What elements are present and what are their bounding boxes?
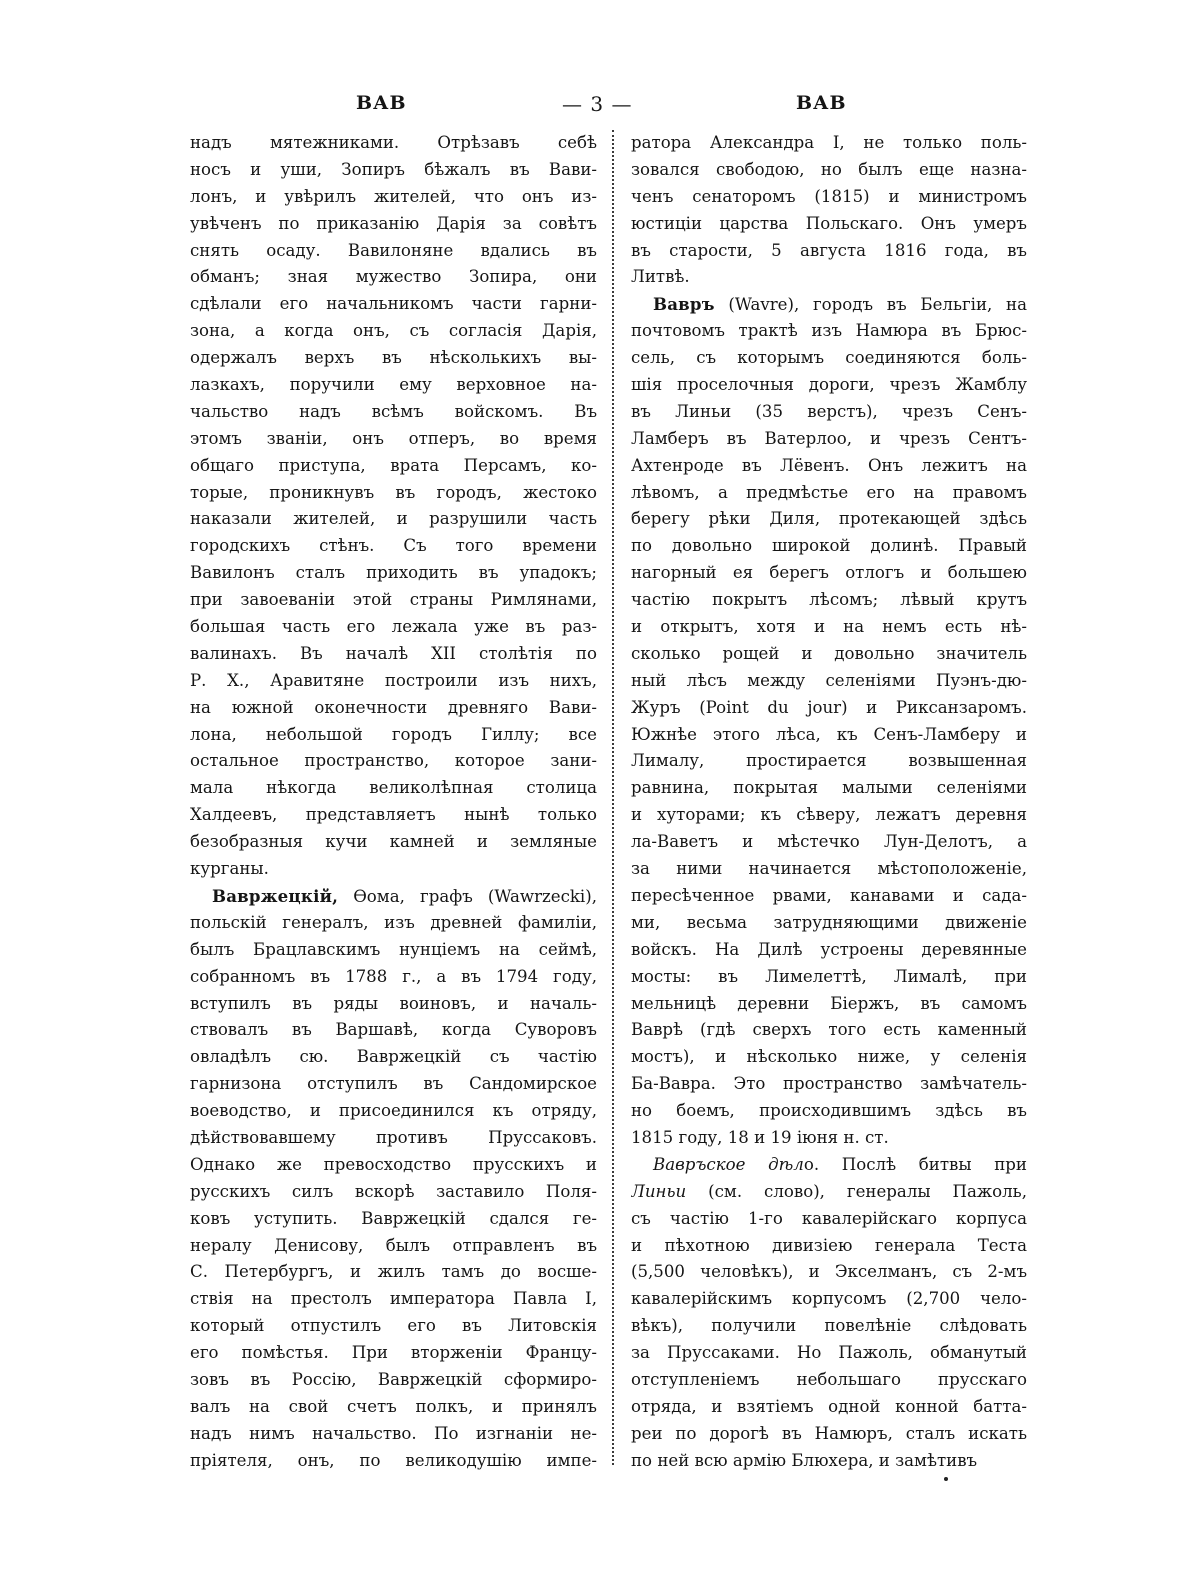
text-line: сколько рощей и довольно значитель: [631, 643, 1027, 663]
text-line: мосты: въ Лимелеттѣ, Лималѣ, при: [631, 966, 1027, 986]
text-line: курганы.: [190, 859, 269, 879]
text-line: войскъ. На Дилѣ устроены деревянные: [631, 939, 1027, 959]
text-line: сдѣлали его начальникомъ части гарни-: [190, 294, 597, 314]
header-left-word: ВАВ: [356, 92, 407, 114]
text-line: ченъ сенаторомъ (1815) и министромъ: [631, 186, 1027, 206]
text-line: чальство надъ всѣмъ войскомъ. Въ: [190, 401, 597, 421]
page-dot-mark: [944, 1477, 948, 1481]
text-line: польскій генералъ, изъ древней фамиліи,: [190, 912, 597, 932]
text-line: и пѣхотною дивизіею генерала Теста: [631, 1235, 1027, 1255]
text-line: ла-Ваветъ и мѣстечко Лун-Делотъ, а: [631, 832, 1027, 852]
text-line: мостъ), и нѣсколько ниже, у селенія: [631, 1047, 1027, 1067]
text-line: овладѣлъ сю. Вавржецкій съ частію: [190, 1047, 597, 1067]
text-line: (5,500 человѣкъ), и Экселманъ, съ 2-мъ: [631, 1262, 1027, 1282]
text-line: отступленіемъ небольшаго прусскаго: [631, 1369, 1027, 1389]
text-line: почтовомъ трактѣ изъ Намюра въ Брюс-: [631, 321, 1027, 341]
text-line: этомъ званіи, онъ отперъ, во время: [190, 428, 597, 448]
text-line: Лималу, простирается возвышенная: [631, 751, 1027, 771]
text-line: снять осаду. Вавилоняне вдались въ: [190, 240, 597, 260]
running-header: [190, 92, 1020, 116]
text-line: наказали жителей, и разрушили часть: [190, 509, 597, 529]
text-line: ный лѣсъ между селеніями Пуэнъ-дю-: [631, 670, 1027, 690]
text-line: съ частію 1-го кавалерійскаго корпуса: [631, 1208, 1027, 1228]
text-line: надъ мятежниками. Отрѣзавъ себѣ: [190, 133, 597, 152]
left-text-column: [190, 130, 597, 1475]
text-line: на южной оконечности древняго Вави-: [190, 697, 597, 717]
text-line: отряда, и взятіемъ одной конной батта-: [631, 1396, 1027, 1416]
text-line: реи по дорогѣ въ Намюръ, сталъ искать: [631, 1423, 1027, 1443]
text-line: ратора Александра I, не только поль-: [631, 133, 1027, 152]
text-line: Халдеевъ, представляетъ нынѣ только: [190, 805, 597, 825]
text-line: вѣкъ), получили повелѣніе слѣдовать: [631, 1316, 1027, 1336]
text-line: Журъ (Point du jour) и Риксанзаромъ.: [631, 697, 1027, 717]
text-line: лона, небольшой городъ Гиллу; все: [190, 724, 597, 744]
text-line: въ старости, 5 августа 1816 года, въ: [631, 240, 1027, 260]
text-line: собранномъ въ 1788 г., а въ 1794 году,: [190, 966, 597, 986]
text-line: Р. Х., Аравитяне построили изъ нихъ,: [190, 670, 597, 690]
column-divider: [612, 130, 614, 1465]
text-line: нералу Денисову, былъ отправленъ въ: [190, 1235, 597, 1255]
text-line: Вавржецкій, Ѳома, графъ (Wawrzecki),: [212, 885, 597, 906]
text-line: остальное пространство, которое зани-: [190, 751, 597, 771]
text-line: зовался свободою, но былъ еще назна-: [631, 159, 1027, 179]
text-line: равнина, покрытая малыми селеніями: [631, 778, 1027, 798]
text-line: по довольно широкой долинѣ. Правый: [631, 536, 1027, 556]
text-line: лазкахъ, поручили ему верховное на-: [190, 375, 597, 395]
text-line: лонъ, и увѣрилъ жителей, что онъ из-: [190, 186, 597, 206]
text-line: Ба-Вавра. Это пространство замѣчатель-: [631, 1074, 1027, 1094]
text-line: за ними начинается мѣстоположеніе,: [631, 859, 1027, 879]
text-line: валъ на свой счетъ полкъ, и принялъ: [190, 1396, 597, 1416]
text-line: увѣченъ по приказанію Дарія за совѣтъ: [190, 213, 597, 233]
text-line: Вавръ (Wavre), городъ въ Бельгіи, на: [653, 294, 1027, 315]
text-line: Вавилонъ сталъ приходить въ упадокъ;: [190, 563, 597, 583]
text-line: Ваврѣ (гдѣ сверхъ того есть каменный: [631, 1020, 1027, 1040]
text-line: общаго приступа, врата Персамъ, ко-: [190, 455, 597, 475]
text-line: безобразныя кучи камней и земляные: [190, 832, 597, 852]
text-line: за Пруссаками. Но Пажоль, обманутый: [631, 1343, 1027, 1363]
text-line: ковъ уступить. Вавржецкій сдался ге-: [190, 1208, 597, 1228]
text-line: носъ и уши, Зопиръ бѣжалъ въ Вави-: [190, 159, 597, 179]
text-line: валинахъ. Въ началѣ XII столѣтія по: [190, 643, 597, 663]
right-text-column: [631, 130, 1027, 1475]
text-line: по ней всю армію Блюхера, и замѣтивъ: [631, 1450, 978, 1470]
text-line: мала нѣкогда великолѣпная столица: [190, 778, 597, 798]
text-line: нагорный ея берегъ отлогъ и большею: [631, 563, 1027, 583]
text-line: Южнѣе этого лѣса, къ Сенъ-Ламберу и: [631, 724, 1027, 744]
text-line: кавалерійскимъ корпусомъ (2,700 чело-: [631, 1289, 1027, 1309]
text-line: надъ нимъ начальство. По изгнаніи не-: [190, 1423, 597, 1443]
text-line: при завоеваніи этой страны Римлянами,: [190, 590, 597, 610]
text-line: большая часть его лежала уже въ раз-: [190, 617, 597, 637]
text-line: зовъ въ Россію, Вавржецкій сформиро-: [190, 1369, 597, 1389]
text-line: ствія на престолъ императора Павла I,: [190, 1289, 597, 1309]
text-line: мельницѣ деревни Біержъ, въ самомъ: [631, 993, 1027, 1013]
text-line: частію покрытъ лѣсомъ; лѣвый крутъ: [631, 590, 1027, 610]
text-line: Ахтенроде въ Лёвенъ. Онъ лежитъ на: [631, 455, 1027, 475]
text-line: городскихъ стѣнъ. Съ того времени: [190, 536, 597, 556]
text-line: 1815 году, 18 и 19 іюня н. ст.: [631, 1127, 889, 1147]
text-line: шія проселочныя дороги, чрезъ Жамблу: [631, 375, 1027, 395]
text-line: и хуторами; къ сѣверу, лежатъ деревня: [631, 805, 1027, 825]
text-line: былъ Брацлавскимъ нунціемъ на сеймѣ,: [190, 939, 597, 959]
text-line: въ Линьи (35 верстъ), чрезъ Сенъ-: [631, 401, 1027, 421]
text-line: воеводство, и присоединился къ отряду,: [190, 1101, 597, 1121]
text-line: Ламберъ въ Ватерлоо, и чрезъ Сентъ-: [631, 428, 1027, 448]
text-line: зона, а когда онъ, съ согласія Дарія,: [190, 321, 597, 341]
text-line: Вавръское дѣло. Послѣ битвы при: [653, 1154, 1027, 1174]
text-line: обманъ; зная мужество Зопира, они: [190, 267, 597, 287]
text-line: но боемъ, происходившимъ здѣсь въ: [631, 1101, 1027, 1121]
text-line: который отпустилъ его въ Литовскія: [190, 1316, 597, 1336]
text-line: Однако же превосходство прусскихъ и: [190, 1154, 597, 1174]
text-line: одержалъ верхъ въ нѣсколькихъ вы-: [190, 348, 597, 368]
text-line: берегу рѣки Диля, протекающей здѣсь: [631, 509, 1027, 529]
text-line: торые, проникнувъ въ городъ, жестоко: [190, 482, 597, 502]
text-line: ми, весьма затрудняющими движеніе: [631, 912, 1027, 932]
text-line: вступилъ въ ряды воиновъ, и началь-: [190, 993, 597, 1013]
text-line: пересѣченное рвами, канавами и сада-: [631, 885, 1027, 905]
text-line: дѣйствовавшему противъ Пруссаковъ.: [190, 1127, 597, 1147]
text-line: и открытъ, хотя и на немъ есть нѣ-: [631, 617, 1027, 637]
page-number: — 3 —: [562, 92, 633, 116]
text-line: пріятеля, онъ, по великодушію импе-: [190, 1450, 597, 1470]
text-line: гарнизона отступилъ въ Сандомирское: [190, 1074, 597, 1094]
text-line: лѣвомъ, а предмѣстье его на правомъ: [631, 482, 1027, 502]
text-line: С. Петербургъ, и жилъ тамъ до восше-: [190, 1262, 597, 1282]
text-line: ствовалъ въ Варшавѣ, когда Суворовъ: [190, 1020, 597, 1040]
text-line: его помѣстья. При вторженіи Францу-: [190, 1343, 597, 1363]
text-line: русскихъ силъ вскорѣ заставило Поля-: [190, 1181, 597, 1201]
header-right-word: ВАВ: [796, 92, 847, 114]
text-line: юстиціи царства Польскаго. Онъ умеръ: [631, 213, 1027, 233]
text-line: Литвѣ.: [631, 267, 690, 287]
text-line: Линьи (см. слово), генералы Пажоль,: [631, 1181, 1027, 1201]
text-line: сель, съ которымъ соединяются боль-: [631, 348, 1027, 368]
